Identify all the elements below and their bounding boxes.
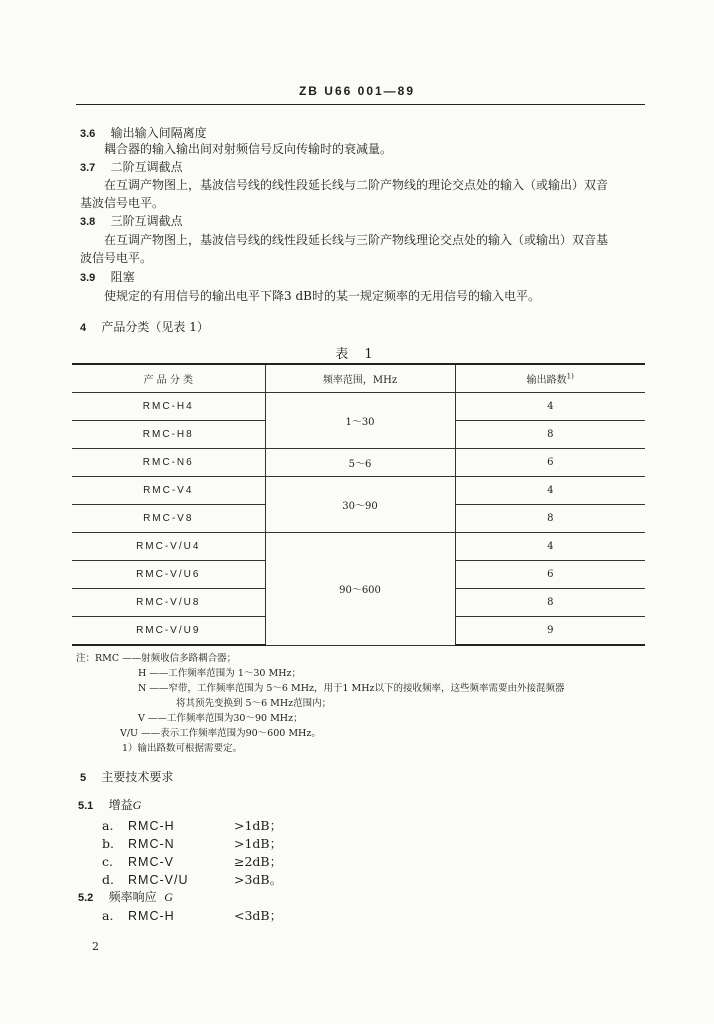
header-product-type: 产 品 分 类 <box>72 364 265 393</box>
standard-code-header: ZB U66 001—89 <box>298 84 416 98</box>
section-3-7-body-line1: 在互调产物图上，基波信号线的线性段延长线与二阶产物线的理论交点处的输入（或输出）双音 <box>104 178 609 192</box>
header-output-count: 输出路数$^{1)}$ <box>455 364 645 393</box>
section-4-heading: 4 产品分类（见表 1） <box>80 320 209 334</box>
gain-item-d: d. RMC-V/U >3dB。 <box>102 872 283 887</box>
section-5-2-heading: 5.2 频率响应 G <box>78 890 173 904</box>
product-classification-table <box>72 363 645 646</box>
gain-item-c: c. RMC-V ≥2dB； <box>102 854 283 869</box>
note-rmc: 注：RMC ——射频收信多路耦合器； <box>76 653 237 664</box>
page-number: 2 <box>92 940 99 953</box>
product-type-cell: RMC-V/U4 <box>72 533 265 561</box>
product-type-cell: RMC-V/U9 <box>72 617 265 646</box>
table-row <box>72 533 645 561</box>
frequency-cell: 30～90 <box>265 477 455 533</box>
output-count-cell: 4 <box>455 393 645 421</box>
section-3-9-body: 使规定的有用信号的输出电平下降3 dB时的某一规定频率的无用信号的输入电平。 <box>104 289 540 303</box>
output-count-cell: 6 <box>455 561 645 589</box>
product-type-cell: RMC-N6 <box>72 449 265 477</box>
output-count-cell: 4 <box>455 477 645 505</box>
output-count-cell: 4 <box>455 533 645 561</box>
section-3-7-heading: 3.7 二阶互调截点 <box>80 160 183 174</box>
output-count-cell: 8 <box>455 421 645 449</box>
section-3-9-heading: 3.9 阻塞 <box>80 270 135 284</box>
note-footnote-1: 1）输出路数可根据需要定。 <box>122 743 243 754</box>
header-rule <box>76 104 645 105</box>
section-3-8-body-line2: 波信号电平。 <box>80 251 153 265</box>
header-frequency-range: 频率范围，MHz <box>265 364 455 393</box>
section-3-8-heading: 3.8 三阶互调截点 <box>80 214 183 228</box>
table-caption: 表 1 <box>335 347 379 362</box>
product-type-cell: RMC-V4 <box>72 477 265 505</box>
frequency-response-item-a: a. RMC-H <3dB； <box>102 908 283 923</box>
note-v: V ——工作频率范围为30～90 MHz； <box>138 713 303 724</box>
section-5-1-heading: 5.1 增益G <box>78 798 142 812</box>
section-3-8-body-line1: 在互调产物图上，基波信号线的线性段延长线与三阶产物线理论交点处的输入（或输出）双音基 <box>104 233 609 247</box>
section-3-6-heading: 3.6 输出输入间隔离度 <box>80 126 207 140</box>
product-type-cell: RMC-V8 <box>72 505 265 533</box>
section-3-7-body-line2: 基波信号电平。 <box>80 196 165 210</box>
frequency-cell: 1～30 <box>265 393 455 449</box>
output-count-cell: 6 <box>455 449 645 477</box>
table-row <box>72 477 645 505</box>
section-3-6-body: 耦合器的输入输出间对射频信号反向传输时的衰减量。 <box>104 142 393 156</box>
note-h: H ——工作频率范围为 1～30 MHz； <box>138 668 301 679</box>
table-row <box>72 393 645 421</box>
table-header-row <box>72 364 645 393</box>
section-5-heading: 5 主要技术要求 <box>80 770 174 784</box>
gain-item-a: a. RMC-H >1dB； <box>102 818 283 833</box>
output-count-cell: 8 <box>455 505 645 533</box>
product-type-cell: RMC-H8 <box>72 421 265 449</box>
product-type-cell: RMC-V/U6 <box>72 561 265 589</box>
frequency-cell: 5～6 <box>265 449 455 477</box>
note-n-continued: 将其预先变换到 5～6 MHz范围内； <box>176 698 332 709</box>
note-vu: V/U ——表示工作频率范围为90～600 MHz。 <box>120 728 321 739</box>
frequency-cell: 90～600 <box>265 533 455 646</box>
output-count-cell: 8 <box>455 589 645 617</box>
table-row <box>72 449 645 477</box>
output-count-cell: 9 <box>455 617 645 646</box>
gain-item-b: b. RMC-N >1dB； <box>102 836 283 851</box>
note-n: N ——窄带，工作频率范围为 5～6 MHz，用于1 MHz以下的接收频率，这些频率需要由外接混频器 <box>138 683 565 694</box>
product-type-cell: RMC-H4 <box>72 393 265 421</box>
product-type-cell: RMC-V/U8 <box>72 589 265 617</box>
